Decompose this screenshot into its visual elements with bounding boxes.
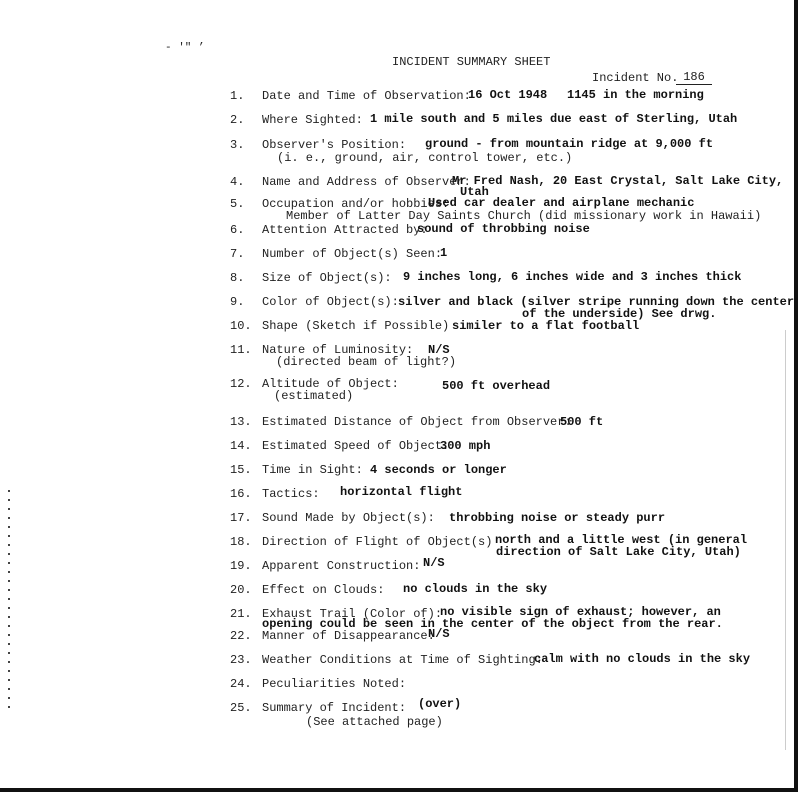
item-number: 10. (230, 319, 252, 333)
item-note: (directed beam of light?) (276, 355, 457, 369)
item-label: Estimated Speed of Object: (262, 439, 450, 453)
item-answer-cont: of the underside) See drwg. (522, 307, 717, 321)
item-answer: silver and black (silver stripe running down the center (398, 295, 795, 309)
item-note: (estimated) (274, 389, 354, 403)
incident-number: 186 (676, 71, 712, 85)
item-answer: horizontal flight (340, 485, 463, 499)
item-number: 5. (230, 197, 245, 211)
incident-label: Incident No. (592, 71, 679, 85)
item-label: Sound Made by Object(s): (262, 511, 435, 525)
item-answer: similer to a flat football (452, 319, 640, 333)
item-answer: no clouds in the sky (403, 582, 548, 596)
item-note: (See attached page) (306, 715, 443, 729)
item-label: Attention Attracted by: (262, 223, 428, 237)
item-number: 8. (230, 271, 245, 285)
item-answer: N/S (423, 556, 445, 570)
item-number: 17. (230, 511, 252, 525)
item-number: 23. (230, 653, 252, 667)
item-answer: 1 (440, 246, 448, 260)
item-label: Date and Time of Observation: (262, 89, 471, 103)
item-label: Estimated Distance of Object from Observer: (262, 415, 572, 429)
item-number: 2. (230, 113, 245, 127)
item-label: Name and Address of Observer: (262, 175, 471, 189)
item-answer: 500 ft (560, 415, 604, 429)
item-answer: throbbing noise or steady purr (449, 511, 666, 525)
item-label: Nature of Luminosity: (262, 343, 414, 357)
item-note: Member of Latter Day Saints Church (did missionary work in Hawaii) (286, 209, 762, 223)
item-answer: north and a little west (in general (495, 533, 748, 547)
item-number: 9. (230, 295, 245, 309)
item-label: Number of Object(s) Seen: (262, 247, 443, 261)
item-label: Apparent Construction: (262, 559, 421, 573)
item-answer: calm with no clouds in the sky (534, 652, 751, 666)
item-number: 7. (230, 247, 245, 261)
item-number: 20. (230, 583, 252, 597)
item-answer: Used car dealer and airplane mechanic (428, 196, 695, 210)
item-number: 11. (230, 343, 252, 357)
item-number: 14. (230, 439, 252, 453)
item-answer: 300 mph (440, 439, 491, 453)
item-label: Size of Object(s): (262, 271, 392, 285)
item-answer: N/S (428, 627, 450, 641)
item-label: Observer's Position: (262, 138, 407, 152)
item-number: 13. (230, 415, 252, 429)
item-number: 19. (230, 559, 252, 573)
item-answer: ground - from mountain ridge at 9,000 ft (425, 137, 714, 151)
item-label: Time in Sight: (262, 463, 363, 477)
item-number: 15. (230, 463, 252, 477)
item-number: 24. (230, 677, 252, 691)
item-answer-cont: direction of Salt Lake City, Utah) (496, 545, 741, 559)
item-label: Effect on Clouds: (262, 583, 385, 597)
item-answer: (over) (418, 697, 462, 711)
item-label: Where Sighted: (262, 113, 363, 127)
item-number: 1. (230, 89, 245, 103)
item-answer: 9 inches long, 6 inches wide and 3 inches thick (403, 270, 742, 284)
item-answer: N/S (428, 343, 450, 357)
item-number: 22. (230, 629, 252, 643)
item-label: Weather Conditions at Time of Sighting: (262, 653, 543, 667)
item-label: Tactics: (262, 487, 320, 501)
item-label: Shape (Sketch if Possible) (262, 319, 450, 333)
item-number: 21. (230, 607, 252, 621)
item-label: Summary of Incident: (262, 701, 407, 715)
item-answer: 500 ft overhead (442, 379, 551, 393)
item-number: 3. (230, 138, 245, 152)
page-title: INCIDENT SUMMARY SHEET (392, 55, 551, 69)
item-label: Color of Object(s): (262, 295, 399, 309)
item-label: Altitude of Object: (262, 377, 399, 391)
scan-artifact-line (785, 330, 786, 750)
item-number: 12. (230, 377, 252, 391)
item-number: 18. (230, 535, 252, 549)
item-answer: 4 seconds or longer (370, 463, 507, 477)
item-label: Direction of Flight of Object(s) (262, 535, 493, 549)
scan-artifact (8, 490, 10, 710)
item-label: Peculiarities Noted: (262, 677, 407, 691)
item-label: Exhaust Trail (Color of): (262, 607, 443, 621)
item-label: Occupation and/or hobbies: (262, 197, 450, 211)
item-answer-cont: opening could be seen in the center of the object from the rear. (262, 617, 723, 631)
item-number: 6. (230, 223, 245, 237)
item-answer: 16 Oct 1948 (468, 88, 548, 102)
item-answer: 1 mile south and 5 miles due east of Sterling, Utah (370, 112, 738, 126)
item-answer-cont: Utah (460, 185, 489, 199)
scan-marks: - ′″ ’ (165, 42, 205, 54)
item-answer: Mr Fred Nash, 20 East Crystal, Salt Lake City, (452, 174, 784, 188)
item-answer: no visible sign of exhaust; however, an (440, 605, 721, 619)
item-number: 25. (230, 701, 252, 715)
item-number: 4. (230, 175, 245, 189)
item-answer-cont: 1145 in the morning (567, 88, 704, 102)
item-answer: sound of throbbing noise (417, 222, 590, 236)
item-number: 16. (230, 487, 252, 501)
item-note: (i. e., ground, air, control tower, etc.) (277, 151, 573, 165)
item-label: Manner of Disappearance: (262, 629, 435, 643)
